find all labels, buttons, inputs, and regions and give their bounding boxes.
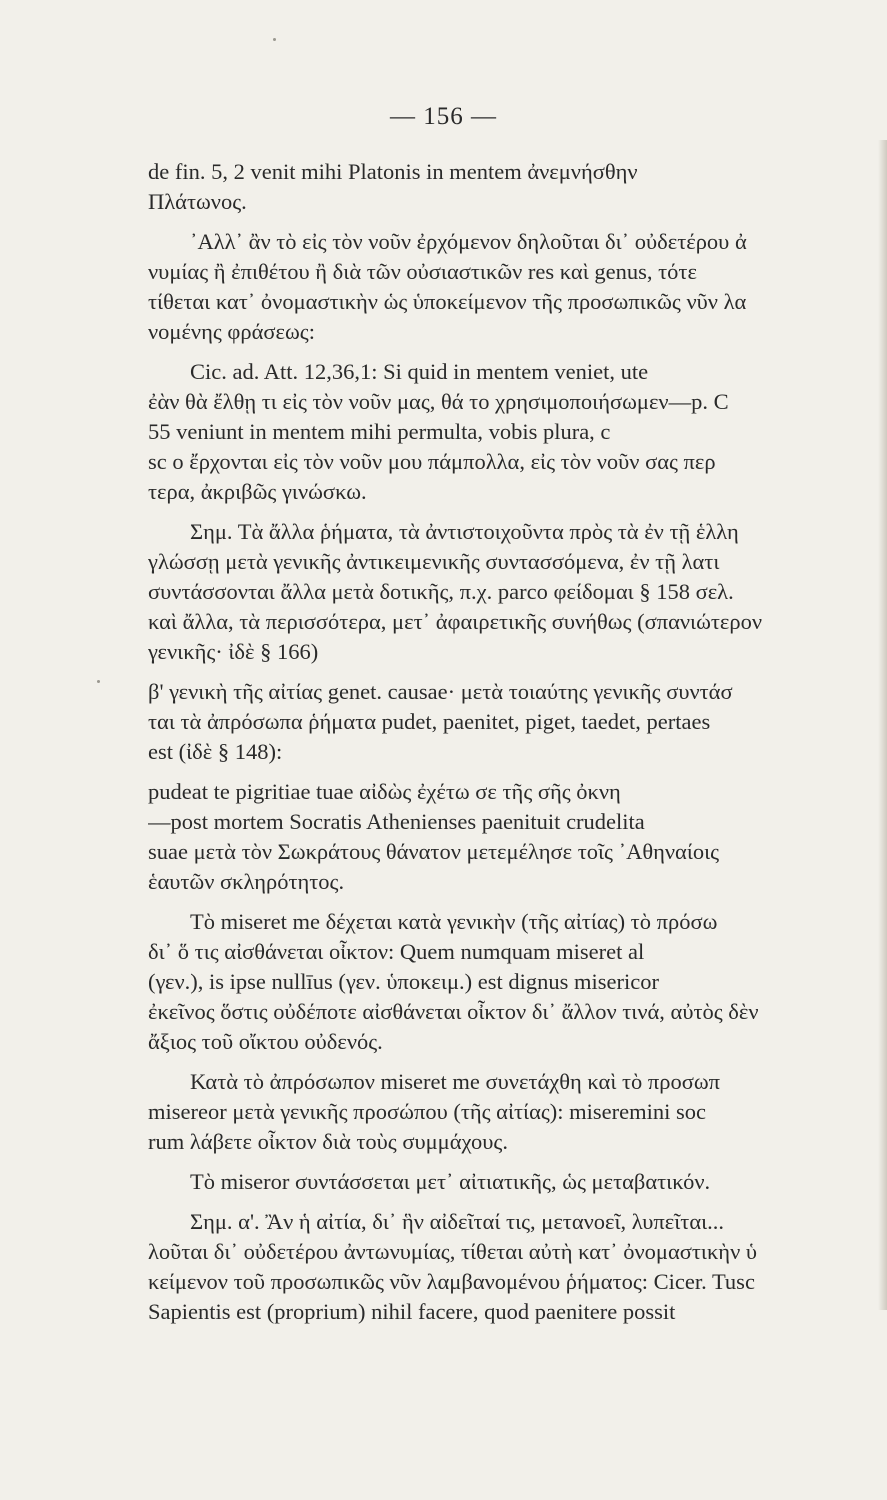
text-line: γλώσσῃ μετὰ γενικῆς ἀντικειμενικῆς συντασσόμενα, ἐν τῇ λατι: [148, 549, 720, 574]
text-line: Τὸ miseror συντάσσεται μετ᾿ αἰτιατικῆς, ὡς μεταβατικόν.: [190, 1169, 711, 1194]
text-line: ἐκεῖνος ὅστις οὐδέποτε αἰσθάνεται οἶκτον δι᾿ ἄλλον τινά, αὐτὸς δὲν: [148, 999, 759, 1024]
text-line: β' γενικὴ τῆς αἰτίας genet. causae· μετὰ τοιαύτης γενικῆς συντάσ: [148, 679, 733, 704]
paper-speck: [273, 38, 276, 41]
text-line: νυμίας ἢ ἐπιθέτου ἢ διὰ τῶν οὐσιαστικῶν res καὶ genus, τότε: [148, 259, 697, 284]
text-line: Σημ. Τὰ ἄλλα ῥήματα, τὰ ἀντιστοιχοῦντα πρὸς τὰ ἐν τῇ ἑλλη: [190, 519, 739, 544]
text-line: Σημ. α'. Ἂν ἡ αἰτία, δι᾿ ἣν αἰδεῖταί τις, μετανοεῖ, λυπεῖται...: [190, 1209, 725, 1234]
page-edge-shadow: [878, 140, 887, 1310]
text-line: Πλάτωνος.: [148, 189, 247, 214]
text-line: pudeat te pigritiae tuae αἰδὼς ἐχέτω σε τῆς σῆς ὀκνη: [148, 779, 621, 804]
text-line: νομένης φράσεως:: [148, 319, 315, 344]
text-line: ἄξιος τοῦ οἴκτου οὐδενός.: [148, 1029, 383, 1054]
text-line: ᾿Αλλ᾿ ἂν τὸ εἰς τὸν νοῦν ἐρχόμενον δηλοῦται δι᾿ οὐδετέρου ἀ: [190, 229, 747, 254]
text-line: συντάσσονται ἄλλα μετὰ δοτικῆς, π.χ. parco φείδομαι § 158 σελ.: [148, 579, 734, 604]
text-line: misereor μετὰ γενικῆς προσώπου (τῆς αἰτίας): miseremini soc: [148, 1099, 707, 1124]
page-number: — 156 —: [390, 103, 497, 130]
text-line: est (ἰδὲ § 148):: [148, 739, 283, 764]
text-line: γενικῆς· ἰδὲ § 166): [148, 639, 319, 664]
text-line: τερα, ἀκριβῶς γινώσκω.: [148, 479, 367, 504]
text-line: κείμενον τοῦ προσωπικῶς νῦν λαμβανομένου ῥήματος: Cicer. Tusc: [148, 1269, 755, 1294]
text-line: δι᾿ ὅ τις αἰσθάνεται οἶκτον: Quem numquam miseret al: [148, 939, 645, 964]
text-line: (γεν.), is ipse nullīus (γεν. ὑποκειμ.) est dignus misericor: [148, 969, 659, 994]
text-line: λοῦται δι᾿ οὐδετέρου ἀντωνυμίας, τίθεται αὐτὴ κατ᾿ ὀνομαστικὴν ὑ: [148, 1239, 758, 1264]
text-line: ἐὰν θὰ ἔλθῃ τι εἰς τὸν νοῦν μας, θά το χρησιμοποιήσωμεν—p. C: [148, 389, 729, 414]
text-line: Κατὰ τὸ ἀπρόσωπον miseret me συνετάχθη καὶ τὸ προσωπ: [190, 1069, 721, 1094]
paper-speck: [97, 680, 100, 683]
text-line: Cic. ad. Att. 12,36,1: Si quid in mentem veniet, ute: [190, 359, 649, 384]
text-line: Τὸ miseret me δέχεται κατὰ γενικὴν (τῆς αἰτίας) τὸ πρόσω: [190, 909, 718, 934]
text-line: καὶ ἄλλα, τὰ περισσότερα, μετ᾿ ἀφαιρετικῆς συνήθως (σπανιώτερον: [148, 609, 763, 634]
text-line: rum λάβετε οἶκτον διὰ τοὺς συμμάχους.: [148, 1129, 508, 1154]
text-line: Sapientis est (proprium) nihil facere, quod paenitere possit: [148, 1299, 676, 1324]
text-line: 55 veniunt in mentem mihi permulta, vobis plura, c: [148, 419, 611, 444]
text-line: de fin. 5, 2 venit mihi Platonis in mentem ἀνεμνήσθην: [148, 159, 638, 184]
text-line: —post mortem Socratis Athenienses paenituit crudelita: [148, 809, 645, 834]
text-line: suae μετὰ τὸν Σωκράτους θάνατον μετεμέλησε τοῖς ᾿Αθηναίοις: [148, 839, 720, 864]
text-line: sc o ἔρχονται εἰς τὸν νοῦν μου πάμπολλα, εἰς τὸν νοῦν σας περ: [148, 449, 716, 474]
text-line: τίθεται κατ᾿ ὀνομαστικὴν ὡς ὑποκείμενον τῆς προσωπικῶς νῦν λα: [148, 289, 747, 314]
text-line: ἑαυτῶν σκληρότητος.: [148, 869, 345, 894]
text-line: ται τὰ ἀπρόσωπα ῥήματα pudet, paenitet, piget, taedet, pertaes: [148, 709, 711, 734]
